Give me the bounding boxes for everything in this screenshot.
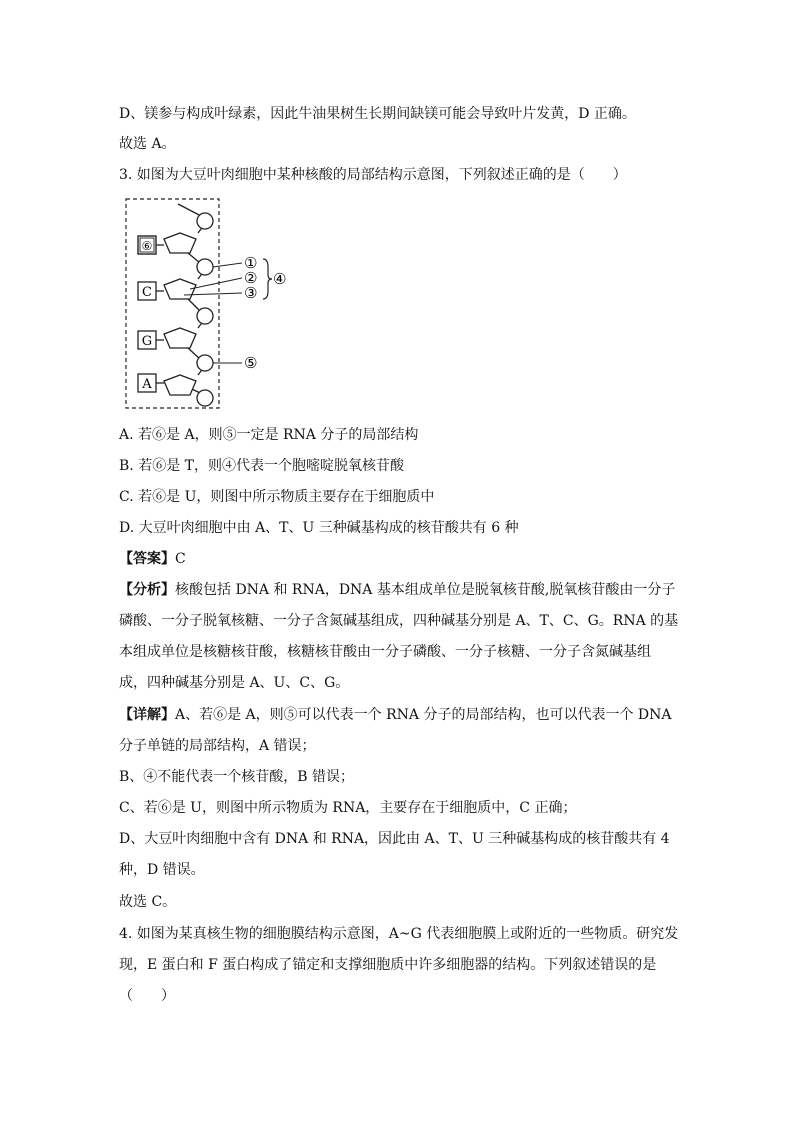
option-c: C. 若⑥是 U，则图中所示物质主要存在于细胞质中 <box>119 489 435 505</box>
conclusion: 故选 C。 <box>119 894 177 910</box>
question-4-line-3: （ ） <box>119 988 175 1004</box>
analysis-line-2: 磷酸、一分子脱氧核糖、一分子含氮碱基组成，四种碱基分别是 A、T、C、G。RNA 的基 <box>119 613 679 629</box>
answer-tag: 【答案】 <box>119 551 175 567</box>
analysis-line-3: 本组成单位是核糖核苷酸，核糖核苷酸由一分子磷酸、一分子核糖、一分子含氮碱基组 <box>119 644 651 660</box>
label-3: ③ <box>244 284 258 302</box>
brace <box>263 259 272 299</box>
leader-line <box>213 263 242 267</box>
sugar-pentagon <box>164 375 196 395</box>
prev-conclusion: 故选 A。 <box>119 136 176 152</box>
answer-line <box>119 549 186 569</box>
detail-line-3: B、④不能代表一个核苷酸，B 错误； <box>119 769 355 785</box>
analysis-line-1: 【分析】核酸包括 DNA 和 RNA，DNA 基本组成单位是脱氧核苷酸,脱氧核苷酸由一分子 <box>119 582 676 598</box>
analysis-tag: 【分析】 <box>119 582 175 598</box>
question-4-line-2: 现，E 蛋白和 F 蛋白构成了锚定和支撑细胞质中许多细胞器的结构。下列叙述错误的是 <box>119 957 657 973</box>
label-5: ⑤ <box>244 354 258 372</box>
base-label-g: G <box>141 334 153 349</box>
question-4-line-1: 4. 如图为某真核生物的细胞膜结构示意图，A~G 代表细胞膜上或附近的一些物质。研究发 <box>119 926 679 942</box>
leader-line <box>190 278 242 289</box>
option-a: A. 若⑥是 A，则⑤一定是 RNA 分子的局部结构 <box>119 427 419 443</box>
option-b: B. 若⑥是 T，则④代表一个胞嘧啶脱氧核苷酸 <box>119 458 404 474</box>
option-d: D. 大豆叶肉细胞中由 A、T、U 三种碱基构成的核苷酸共有 6 种 <box>119 520 519 536</box>
base-label-a: A <box>142 377 152 392</box>
sugar-pentagon <box>164 328 196 348</box>
nucleic-acid-diagram <box>118 193 298 413</box>
base-label-6: ⑥ <box>141 239 153 253</box>
question-3-stem: 3. 如图为大豆叶肉细胞中某种核酸的局部结构示意图，下列叙述正确的是（ ） <box>119 167 627 183</box>
detail-line-6: 种，D 错误。 <box>119 862 205 878</box>
answer-value: C <box>175 551 186 567</box>
phosphate-circle <box>197 355 213 371</box>
detail-tag: 【详解】 <box>119 707 175 723</box>
phosphate-circle <box>197 213 213 229</box>
detail-line-5: D、大豆叶肉细胞中含有 DNA 和 RNA，因此由 A、T、U 三种碱基构成的核苷酸共有 4 <box>119 831 670 847</box>
phosphate-circle <box>197 259 213 275</box>
label-1: ① <box>244 254 258 272</box>
detail-line-4: C、若⑥是 U，则图中所示物质为 RNA，主要存在于细胞质中，C 正确； <box>119 800 577 816</box>
phosphate-circle <box>197 390 213 406</box>
label-4: ④ <box>273 270 287 288</box>
detail-line-2: 分子单链的局部结构，A 错误； <box>119 738 316 754</box>
option-d-text-prev: D、镁参与构成叶绿素，因此牛油果树生长期间缺镁可能会导致叶片发黄，D 正确。 <box>119 106 636 122</box>
base-label-c: C <box>142 285 152 300</box>
detail-line-1: 【详解】A、若⑥是 A，则⑤可以代表一个 RNA 分子的局部结构，也可以代表一个 DNA <box>119 707 672 723</box>
label-2: ② <box>244 269 258 287</box>
sugar-pentagon <box>164 233 196 253</box>
phosphate-circle <box>197 308 213 324</box>
analysis-line-4: 成，四种碱基分别是 A、U、C、G。 <box>119 675 350 691</box>
